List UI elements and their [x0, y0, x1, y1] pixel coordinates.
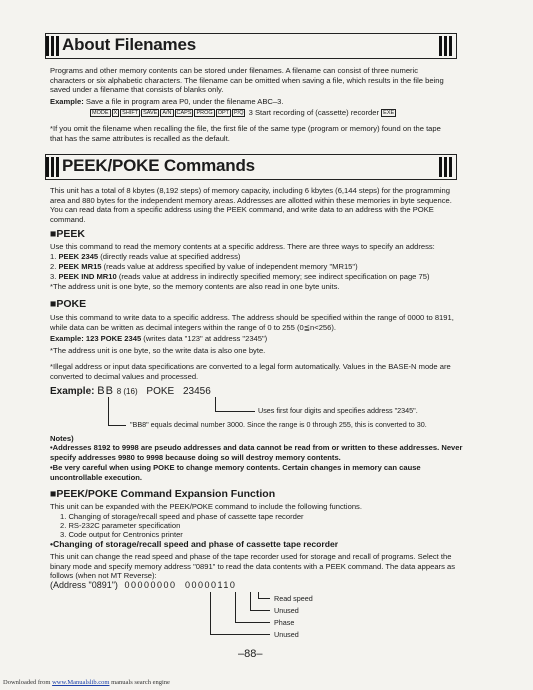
key-save: SAVE [143, 110, 158, 116]
poke-heading: ■POKE [50, 298, 87, 310]
notes-title: Notes) [50, 434, 74, 443]
key-opt: OPT [217, 110, 229, 116]
expansion-heading: ■PEEK/POKE Command Expansion Function [50, 488, 276, 500]
poke-example-cmd: Example: 123 POKE 2345 [50, 334, 142, 343]
peek-heading: ■PEEK [50, 228, 85, 240]
about-intro: Programs and other memory contents can be stored under filenames. A filename can consist of three numeric characters or six alphabetic characters. The filename can be omitted when saving a file, which results in the file being saved under a filename that consists of blanks only. [50, 66, 444, 95]
example2-val: 23456 [182, 386, 211, 397]
example-label: Example: [50, 97, 84, 106]
callout-unused-2: Unused [274, 630, 299, 639]
item-desc: (directly reads value at specified address) [98, 252, 241, 261]
bracket-v-3 [250, 592, 251, 610]
address-bits-low: 00000110 [185, 580, 237, 590]
note-2: •Be very careful when using POKE to change memory contents. Certain changes in memory can cause uncontrollable execution. [50, 463, 421, 482]
key-shift: SHIFT [122, 110, 139, 116]
key-seq-tail: 3 [248, 108, 255, 117]
key-seq-end: Start recording of (cassette) recorder [254, 108, 380, 117]
callout-line-1h [215, 411, 255, 412]
item-num: 3. [50, 272, 57, 281]
example2-cmd: POKE [146, 386, 175, 397]
footer [3, 679, 170, 686]
peek-note: *The address unit is one byte, so the memory contents are also read in one byte units. [50, 282, 340, 291]
expansion-item-3: 3. Code output for Centronics printer [60, 530, 183, 539]
example2-sub: 8 (16) [116, 387, 138, 396]
item-cmd: PEEK IND MR10 [58, 272, 117, 281]
callout-phase: Phase [274, 618, 295, 627]
peek-item-1 [50, 252, 455, 262]
poke-intro: Use this command to write data to a specific address. The address should be specified within the range of 0000 to 8191, while data can be written as decimal integers within the range of 0 to 255 (0≦n<256). [50, 313, 454, 332]
callout-line-2h [108, 425, 126, 426]
callout-unused-1: Unused [274, 606, 299, 615]
page-number: –88– [238, 648, 263, 660]
expansion-item-1: 1. Changing of storage/recall speed and phase of cassette tape recorder [60, 512, 304, 521]
bracket-h-3 [235, 622, 270, 623]
item-desc: (reads value at address in indirectly specified memory; see indirect specification on page 75) [116, 272, 430, 281]
key-pq: P/Q [234, 110, 244, 116]
callout-read-speed: Read speed [274, 594, 313, 603]
footer-link[interactable]: www.Manualslib.com [52, 679, 110, 686]
address-row [50, 580, 236, 590]
callout-line-1v [215, 397, 216, 411]
bracket-h-2 [250, 610, 270, 611]
expansion-item-2: 2. RS-232C parameter specification [60, 521, 181, 530]
footer-suffix: manuals search engine [109, 679, 170, 686]
section-header-about [45, 33, 457, 59]
bracket-h-1 [258, 598, 270, 599]
note-1: •Addresses 8192 to 9998 are pseudo addresses and data cannot be read from or written to these addresses. Never specify addresses 9980 to 9998 because doing so will destroy memory contents. [50, 443, 463, 462]
example-text: Save a file in program area P0, under the filename ABC–3. [85, 97, 284, 106]
change-intro: This unit can change the read speed and phase of the tape recorder used for storage and recall of programs. Select the binary mode and specify memory address "0891" to read the data contents with a PEEK command. The data appears as follows (when not MT Reverse): [50, 552, 455, 581]
illegal-note: *Illegal address or input data specifications are converted to a legal form automatically. Values in the BASE-N mode are converted to decimal values and processed. [50, 362, 451, 381]
section-bars-left [46, 157, 61, 177]
item-cmd: PEEK 2345 [58, 252, 99, 261]
key-mode: MODE [92, 110, 109, 116]
example2-callout-1: Uses first four digits and specifies address "2345". [258, 406, 418, 415]
peek-item-3 [50, 272, 455, 282]
address-label: (Address "0891") [50, 580, 118, 590]
example2-bb: BB [97, 385, 114, 397]
change-heading: •Changing of storage/recall speed and phase of cassette tape recorder [50, 539, 339, 549]
item-desc: (reads value at address specified by value of independent memory "MR15") [101, 262, 358, 271]
section-bars-left [46, 36, 61, 56]
example2-label: Example: [50, 386, 95, 397]
footer-prefix: Downloaded from [3, 679, 53, 686]
section-header-peekpoke [45, 154, 457, 180]
peekpoke-intro: This unit has a total of 8 kbytes (8,192 steps) of memory capacity, including 6 kbytes (6,144 steps) for the programming area and 880 bytes for the independent memory areas. Addresses are allotted within these memories in byte sequence. You can read data from a specific address using the PEEK command, and write data to an address with the POKE command. [50, 186, 452, 224]
key-x: X [113, 110, 118, 116]
poke-note: *The address unit is one byte, so the write data is also one byte. [50, 346, 266, 355]
bracket-h-4 [210, 634, 270, 635]
address-bits-high: 00000000 [124, 580, 177, 590]
callout-line-2v [108, 397, 109, 425]
example2-callout-2: "BB8" equals decimal number 3000. Since the range is 0 through 255, this is converted to 30. [130, 420, 427, 429]
key-an: A/N [162, 110, 172, 116]
example2 [50, 385, 211, 397]
key-exe: EXE [383, 110, 395, 116]
peek-item-2 [50, 262, 455, 272]
peek-intro: Use this command to read the memory contents at a specific address. There are three ways to specify an address: [50, 242, 435, 251]
key-caps: CAPS [176, 110, 192, 116]
about-example [50, 97, 455, 107]
poke-example [50, 334, 455, 344]
item-num: 1. [50, 252, 57, 261]
key-sequence [90, 108, 460, 118]
poke-example-desc: (writes data "123" at address "2345") [141, 334, 268, 343]
bracket-v-left [210, 592, 211, 634]
item-num: 2. [50, 262, 57, 271]
section-bars-right [439, 157, 454, 177]
about-note: *If you omit the filename when recalling the file, the first file of the same type (program or memory) found on the tape that has the same attributes is recalled as the default. [50, 124, 441, 143]
section-bars-right [439, 36, 454, 56]
section-title-about: About Filenames [62, 35, 196, 54]
expansion-intro: This unit can be expanded with the PEEK/POKE command to include the following functions. [50, 502, 362, 511]
bracket-v-2 [235, 592, 236, 622]
key-prog: PROG [196, 110, 213, 116]
item-cmd: PEEK MR15 [58, 262, 102, 271]
section-title-peekpoke: PEEK/POKE Commands [62, 156, 255, 175]
